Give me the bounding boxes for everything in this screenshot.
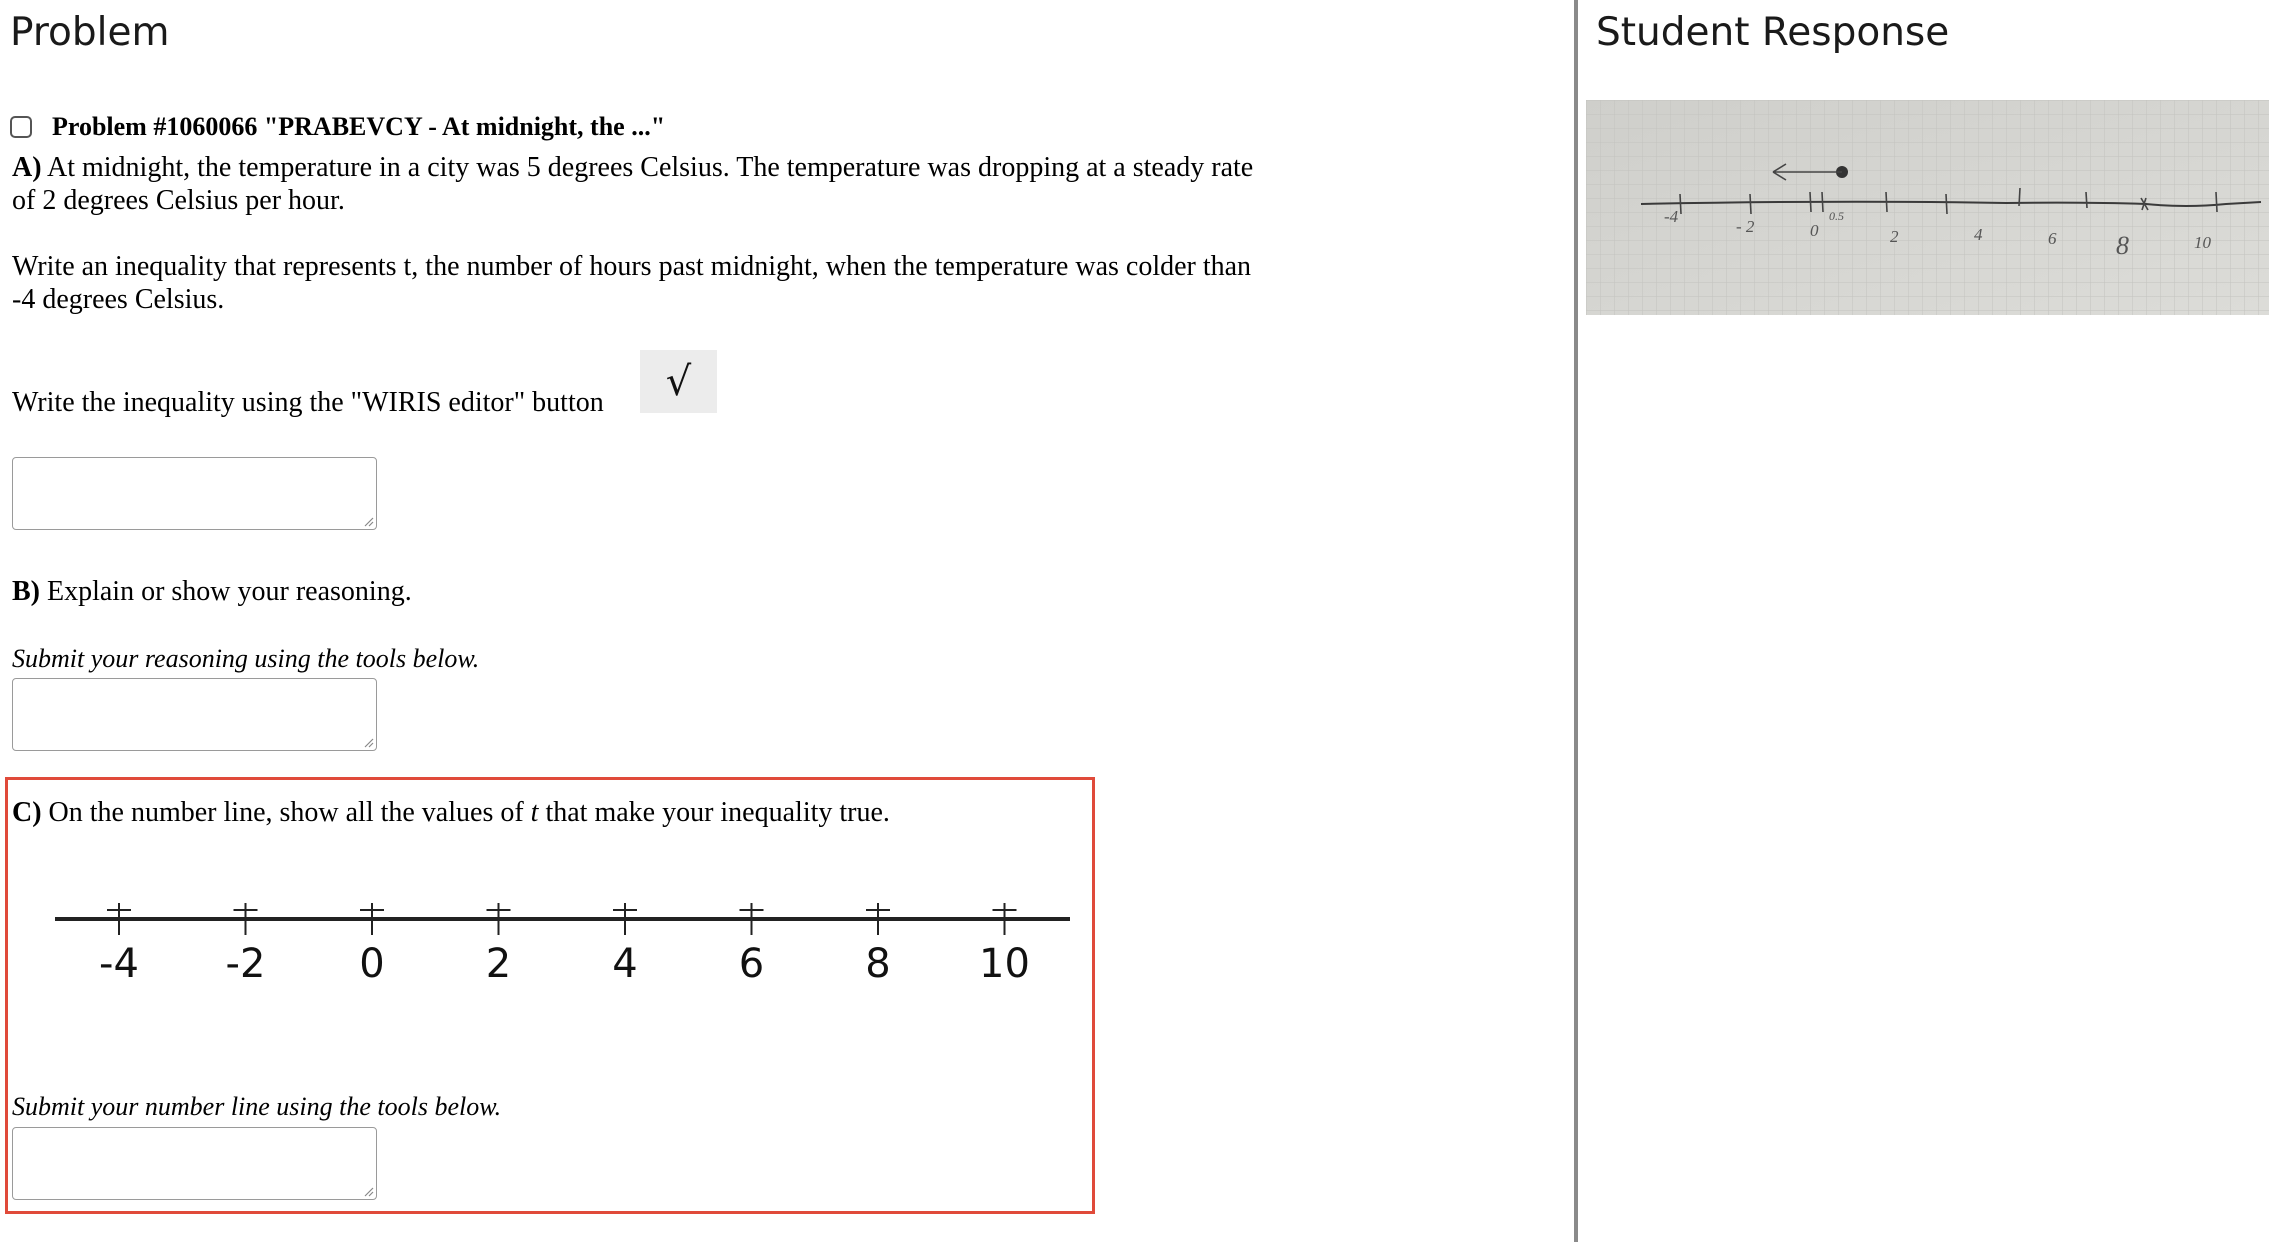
number-line-tick-label: 2 xyxy=(485,941,512,987)
handwritten-label-neg2: - 2 xyxy=(1736,217,1755,236)
handwritten-label-10: 10 xyxy=(2194,233,2211,252)
number-line-tick-label: 0 xyxy=(359,941,385,987)
part-a-prompt: Write an inequality that represents t, the number of hours past midnight, when the temperature was colder than -4 degrees Celsius. xyxy=(12,251,1252,315)
resize-grip-icon[interactable] xyxy=(362,1185,374,1197)
part-c-label: C) xyxy=(12,797,42,828)
problem-header-text: Problem #1060066 "PRABEVCY - At midnight, the ..." xyxy=(52,112,666,141)
part-c-submit-instruction: Submit your number line using the tools below. xyxy=(12,1092,502,1121)
number-line-tick-label: 10 xyxy=(979,941,1030,987)
wiris-instruction: Write the inequality using the "WIRIS editor" button xyxy=(12,387,604,418)
handwritten-label-4: 4 xyxy=(1974,225,1983,244)
number-line-tick-label: 4 xyxy=(612,941,638,987)
part-b-label: B) xyxy=(12,576,40,607)
part-b-text xyxy=(12,575,1272,608)
inequality-answer-input[interactable] xyxy=(12,457,377,530)
handwritten-number-line-photo xyxy=(1586,100,2269,315)
part-c-variable: t xyxy=(530,797,539,828)
part-a-text xyxy=(12,151,1272,217)
wiris-editor-button[interactable] xyxy=(640,350,717,413)
number-line-tick-label: 6 xyxy=(738,941,765,987)
reasoning-answer-input[interactable] xyxy=(12,678,377,751)
handwritten-label-8: 8 xyxy=(2116,231,2129,260)
resize-grip-icon[interactable] xyxy=(362,515,374,527)
part-b-submit-instruction: Submit your reasoning using the tools below. xyxy=(12,644,480,673)
student-response-panel xyxy=(1578,0,2269,1242)
square-root-icon: √ xyxy=(665,358,692,405)
part-a-body: At midnight, the temperature in a city was 5 degrees Celsius. The temperature was dropping at a steady rate of 2 degrees Celsius per hour. xyxy=(12,152,1254,216)
handwritten-label-0: 0 xyxy=(1810,221,1819,240)
handwritten-label-2: 2 xyxy=(1890,227,1899,246)
handwritten-label-neg4: -4 xyxy=(1664,207,1679,226)
number-line-tick-label: -4 xyxy=(99,941,139,987)
number-line-tick-label: 8 xyxy=(865,941,891,987)
resize-grip-icon[interactable] xyxy=(362,736,374,748)
number-line-figure xyxy=(50,895,1080,995)
part-c-body-1: On the number line, show all the values of xyxy=(41,797,531,828)
problem-select-checkbox[interactable] xyxy=(10,116,32,138)
student-response-title: Student Response xyxy=(1596,10,1950,55)
handwritten-label-6: 6 xyxy=(2048,229,2057,248)
student-response-image xyxy=(1586,100,2269,315)
problem-header xyxy=(10,112,665,142)
number-line-answer-input[interactable] xyxy=(12,1127,377,1200)
part-c-text xyxy=(12,796,1272,829)
part-a-label: A) xyxy=(12,152,42,183)
problem-panel-title: Problem xyxy=(10,10,170,55)
part-b-body: Explain or show your reasoning. xyxy=(40,576,412,607)
number-line-tick-label: -2 xyxy=(225,941,266,987)
part-c-body-2: that make your inequality true. xyxy=(538,797,890,828)
handwritten-label-0-5: 0.5 xyxy=(1829,209,1844,223)
